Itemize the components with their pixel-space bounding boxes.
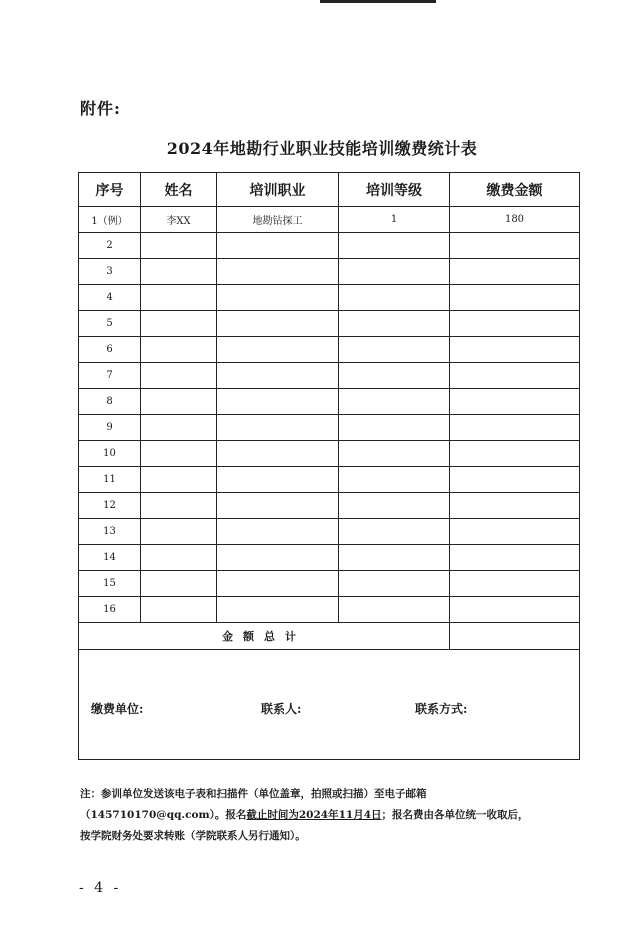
- table-row: [79, 363, 580, 389]
- attachment-label: 附件:: [80, 99, 121, 118]
- cell-name: [141, 597, 217, 623]
- cell-index: 3: [79, 259, 141, 285]
- cell-occupation: 地勘钻探工: [217, 207, 339, 233]
- table-row: [79, 207, 580, 233]
- cell-name: [141, 571, 217, 597]
- cell-level: [339, 363, 450, 389]
- cell-level: [339, 467, 450, 493]
- cell-name: [141, 285, 217, 311]
- total-label: 金额总计: [79, 623, 450, 650]
- cell-level: [339, 389, 450, 415]
- contact-person-label: 联系人:: [261, 702, 302, 716]
- cell-index: 8: [79, 389, 141, 415]
- cell-name: [141, 259, 217, 285]
- note-line-3: 按学院财务处要求转账（学院联系人另行通知）。: [80, 830, 306, 842]
- table-row: [79, 597, 580, 623]
- cell-fee: [450, 363, 580, 389]
- cell-index: 2: [79, 233, 141, 259]
- cell-level: [339, 285, 450, 311]
- cell-fee: [450, 467, 580, 493]
- header-index: 序号: [79, 173, 141, 207]
- cell-occupation: [217, 337, 339, 363]
- cell-level: [339, 415, 450, 441]
- table-row: [79, 415, 580, 441]
- cell-fee: [450, 493, 580, 519]
- notes-section: [80, 784, 580, 847]
- note-line-2: [80, 805, 580, 826]
- cell-index: 7: [79, 363, 141, 389]
- cell-level: [339, 571, 450, 597]
- table-row: [79, 389, 580, 415]
- cell-name: [141, 467, 217, 493]
- cell-occupation: [217, 311, 339, 337]
- cell-level: [339, 493, 450, 519]
- cell-occupation: [217, 389, 339, 415]
- cell-index: 11: [79, 467, 141, 493]
- cell-occupation: [217, 467, 339, 493]
- note-line-1: 注：参训单位发送该电子表和扫描件（单位盖章，拍照或扫描）至电子邮箱: [80, 788, 427, 800]
- table-row: [79, 571, 580, 597]
- cell-fee: [450, 519, 580, 545]
- page-top-edge: [320, 0, 436, 3]
- cell-index: 1（例）: [79, 207, 141, 233]
- cell-index: 15: [79, 571, 141, 597]
- payer-unit-label: 缴费单位:: [91, 702, 144, 716]
- cell-level: [339, 233, 450, 259]
- cell-name: 李XX: [141, 207, 217, 233]
- cell-occupation: [217, 441, 339, 467]
- cell-occupation: [217, 285, 339, 311]
- cell-occupation: [217, 233, 339, 259]
- cell-name: [141, 441, 217, 467]
- cell-fee: [450, 597, 580, 623]
- table-row: [79, 259, 580, 285]
- table-row: [79, 493, 580, 519]
- note-fee-text: ；报名费由各单位统一收取后，: [381, 809, 529, 821]
- cell-fee: [450, 389, 580, 415]
- header-fee: 缴费金额: [450, 173, 580, 207]
- total-value: [450, 623, 580, 650]
- cell-level: [339, 311, 450, 337]
- note-deadline-text: 截止时间为2024年11月4日: [246, 809, 382, 821]
- cell-index: 4: [79, 285, 141, 311]
- header-name: 姓名: [141, 173, 217, 207]
- table-row: [79, 467, 580, 493]
- cell-fee: [450, 285, 580, 311]
- cell-index: 5: [79, 311, 141, 337]
- table-row: [79, 311, 580, 337]
- cell-index: 9: [79, 415, 141, 441]
- cell-name: [141, 493, 217, 519]
- cell-index: 10: [79, 441, 141, 467]
- cell-occupation: [217, 571, 339, 597]
- table-body: [79, 207, 580, 623]
- table-row: [79, 233, 580, 259]
- cell-name: [141, 389, 217, 415]
- cell-name: [141, 233, 217, 259]
- cell-index: 6: [79, 337, 141, 363]
- cell-level: [339, 441, 450, 467]
- page-number: - 4 -: [79, 880, 122, 896]
- header-occupation: 培训职业: [217, 173, 339, 207]
- contact-method-label: 联系方式:: [415, 702, 468, 716]
- table-header-row: [79, 173, 580, 207]
- cell-occupation: [217, 493, 339, 519]
- table-row: [79, 337, 580, 363]
- cell-name: [141, 363, 217, 389]
- cell-level: [339, 259, 450, 285]
- cell-occupation: [217, 415, 339, 441]
- cell-level: [339, 545, 450, 571]
- cell-fee: [450, 311, 580, 337]
- cell-level: [339, 597, 450, 623]
- cell-fee: [450, 545, 580, 571]
- cell-name: [141, 415, 217, 441]
- cell-fee: [450, 441, 580, 467]
- cell-index: 12: [79, 493, 141, 519]
- table-row: [79, 441, 580, 467]
- cell-fee: [450, 259, 580, 285]
- table-row: [79, 519, 580, 545]
- header-level: 培训等级: [339, 173, 450, 207]
- cell-name: [141, 519, 217, 545]
- table-row: [79, 285, 580, 311]
- signature-row: [79, 650, 580, 760]
- table-row: [79, 545, 580, 571]
- cell-fee: [450, 337, 580, 363]
- cell-level: 1: [339, 207, 450, 233]
- cell-level: [339, 519, 450, 545]
- cell-index: 16: [79, 597, 141, 623]
- document-title: 2024年地勘行业职业技能培训缴费统计表: [166, 139, 478, 158]
- cell-index: 13: [79, 519, 141, 545]
- cell-fee: 180: [450, 207, 580, 233]
- total-row: [79, 623, 580, 650]
- cell-fee: [450, 415, 580, 441]
- cell-occupation: [217, 545, 339, 571]
- cell-occupation: [217, 363, 339, 389]
- cell-occupation: [217, 519, 339, 545]
- note-email-text: （145710170@qq.com）。报名: [80, 809, 247, 821]
- cell-occupation: [217, 597, 339, 623]
- cell-occupation: [217, 259, 339, 285]
- cell-name: [141, 545, 217, 571]
- cell-name: [141, 311, 217, 337]
- fee-statistics-table: [78, 172, 580, 760]
- cell-level: [339, 337, 450, 363]
- cell-fee: [450, 233, 580, 259]
- cell-name: [141, 337, 217, 363]
- cell-index: 14: [79, 545, 141, 571]
- signature-cell: [79, 650, 580, 760]
- cell-fee: [450, 571, 580, 597]
